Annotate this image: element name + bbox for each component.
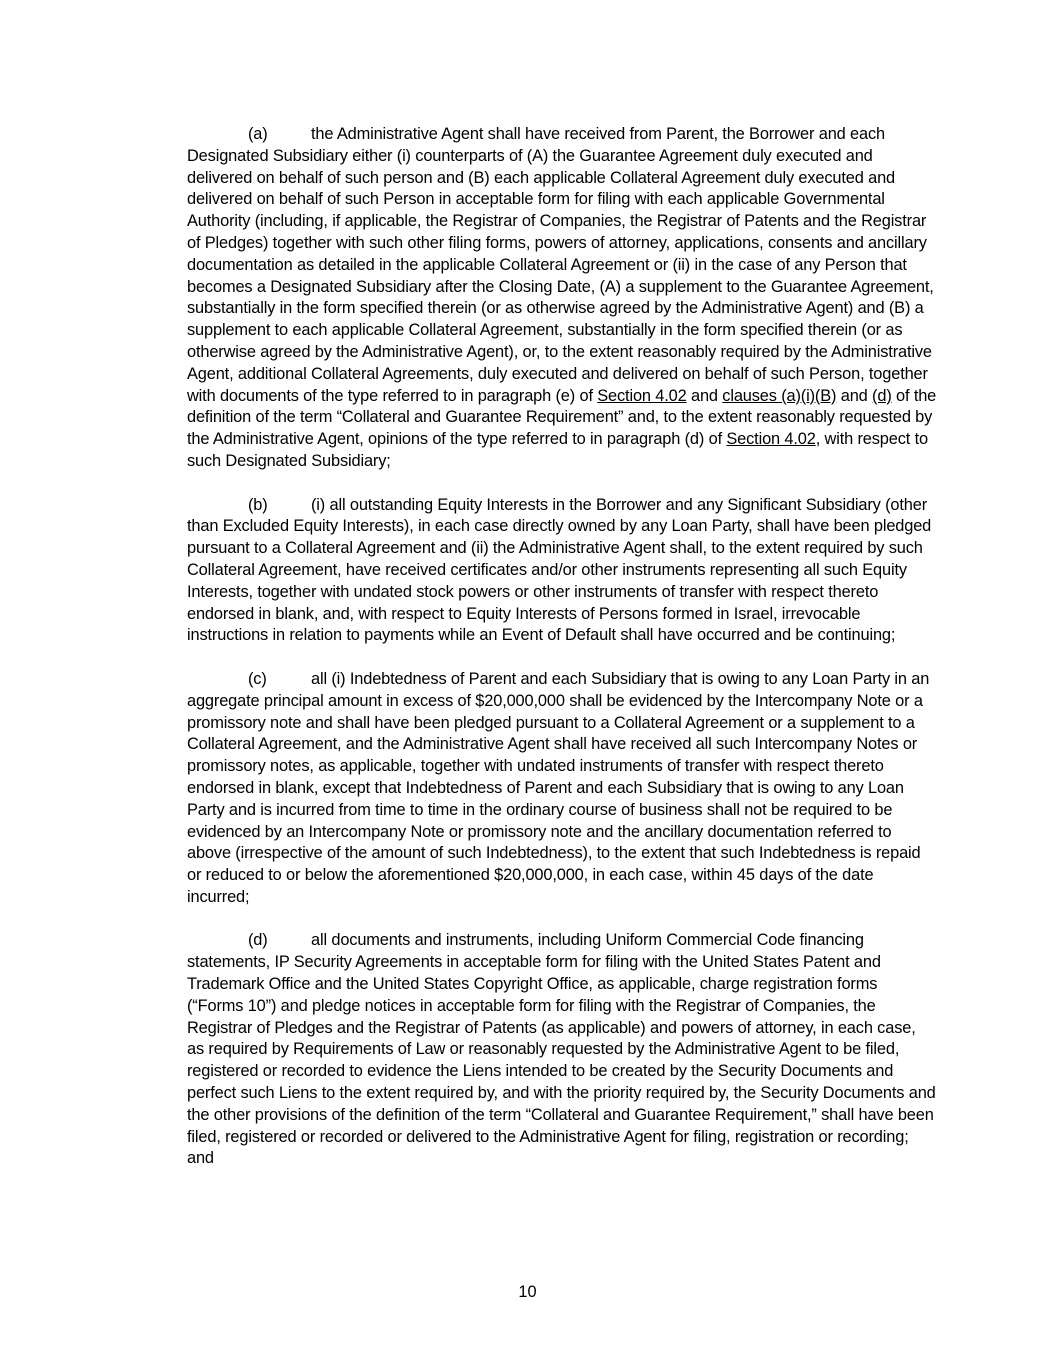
paragraph-b <box>187 495 937 648</box>
paragraph-text: , with respect to such Designated Subsidiary; <box>187 430 928 470</box>
clause-reference-link: (d) <box>872 386 892 405</box>
paragraph-label: (c) <box>248 669 267 688</box>
paragraph-label: (b) <box>248 495 268 514</box>
paragraph-text: of the definition of the term “Collateral and Guarantee Requirement” and, to the extent reasonably requested by the Administrative Agent, opinions of the type referred to in paragraph (d) of <box>187 386 937 449</box>
paragraph-text: (i) all outstanding Equity Interests in the Borrower and any Significant Subsidiary (other than Excluded Equity Interests), in each case directly owned by any Loan Party, shall have been pledged pursuant to a Collateral Agreement and (ii) the Administrative Agent shall, to the extent required by such Collateral Agreement, have received certificates and/or other instruments representing all such Equity Interests, together with undated stock powers or other instruments of transfer with respect thereto endorsed in blank, and, with respect to Equity Interests of Persons formed in Israel, irrevocable instructions in relation to payments while an Event of Default shall have occurred and be continuing; <box>187 495 932 645</box>
paragraph-text: all (i) Indebtedness of Parent and each Subsidiary that is owing to any Loan Party in an aggregate principal amount in excess of $20,000,000 shall be evidenced by the Intercompany Note or a promissory note and shall have been pledged pursuant to a Collateral Agreement or a supplement to a Collateral Agreement, and the Administrative Agent shall have received all such Intercompany Notes or promissory notes, as applicable, together with undated instruments of transfer with respect thereto endorsed in blank, except that Indebtedness of Parent and each Subsidiary that is owing to any Loan Party and is incurred from time to time in the ordinary course of business shall not be required to be evidenced by an Intercompany Note or promissory note and the ancillary documentation referred to above (irrespective of the amount of such Indebtedness), to the extent that such Indebtedness is repaid or reduced to or below the aforementioned $20,000,000, in each case, within 45 days of the date incurred; <box>187 669 930 906</box>
paragraph-label: (d) <box>248 931 268 950</box>
paragraph-text: and <box>836 386 873 405</box>
paragraph-text: the Administrative Agent shall have received from Parent, the Borrower and each Designated Subsidiary either (i) counterparts of (A) the Guarantee Agreement duly executed and delivered on behalf of such person and (B) each applicable Collateral Agreement duly executed and delivered on behalf of such Person in acceptable form for filing with each applicable Governmental Authority (including, if applicable, the Registrar of Companies, the Registrar of Patents and the Registrar of Pledges) together with such other filing forms, powers of attorney, applications, consents and ancillary documentation as detailed in the applicable Collateral Agreement or (ii) in the case of any Person that becomes a Designated Subsidiary after the Closing Date, (A) a supplement to the Guarantee Agreement, substantially in the form specified therein (or as otherwise agreed by the Administrative Agent) and (B) a supplement to each applicable Collateral Agreement, substantially in the form specified therein (or as otherwise agreed by the Administrative Agent), or, to the extent reasonably required by the Administrative Agent, additional Collateral Agreements, duly executed and delivered on behalf of such Person, together with documents of the type referred to in paragraph (e) of <box>187 125 934 405</box>
paragraph-d <box>187 930 937 1170</box>
clause-reference-link: clauses (a)(i)(B) <box>722 386 837 405</box>
section-reference-link: Section 4.02 <box>597 386 687 405</box>
paragraph-text: and <box>686 386 723 405</box>
paragraph-text: all documents and instruments, including Uniform Commercial Code financing statements, IP Security Agreements in acceptable form for filing with the United States Patent and Trademark Office and the United States Copyright Office, as applicable, charge registration forms (“Forms 10”) and pledge notices in acceptable form for filing with the Registrar of Companies, the Registrar of Pledges and the Registrar of Patents (as applicable) and powers of attorney, in each case, as required by Requirements of Law or reasonably requested by the Administrative Agent to be filed, registered or recorded to evidence the Liens intended to be created by the Security Documents and perfect such Liens to the extent required by, and with the priority required by, the Security Documents and the other provisions of the definition of the term “Collateral and Guarantee Requirement,” shall have been filed, registered or recorded or delivered to the Administrative Agent for filing, registration or recording; and <box>187 931 936 1168</box>
paragraph-label: (a) <box>248 125 268 143</box>
paragraph-a <box>187 124 937 473</box>
document-body <box>187 124 937 1192</box>
paragraph-c <box>187 669 937 909</box>
section-reference-link: Section 4.02 <box>726 430 816 449</box>
page-number: 10 <box>518 1283 537 1301</box>
